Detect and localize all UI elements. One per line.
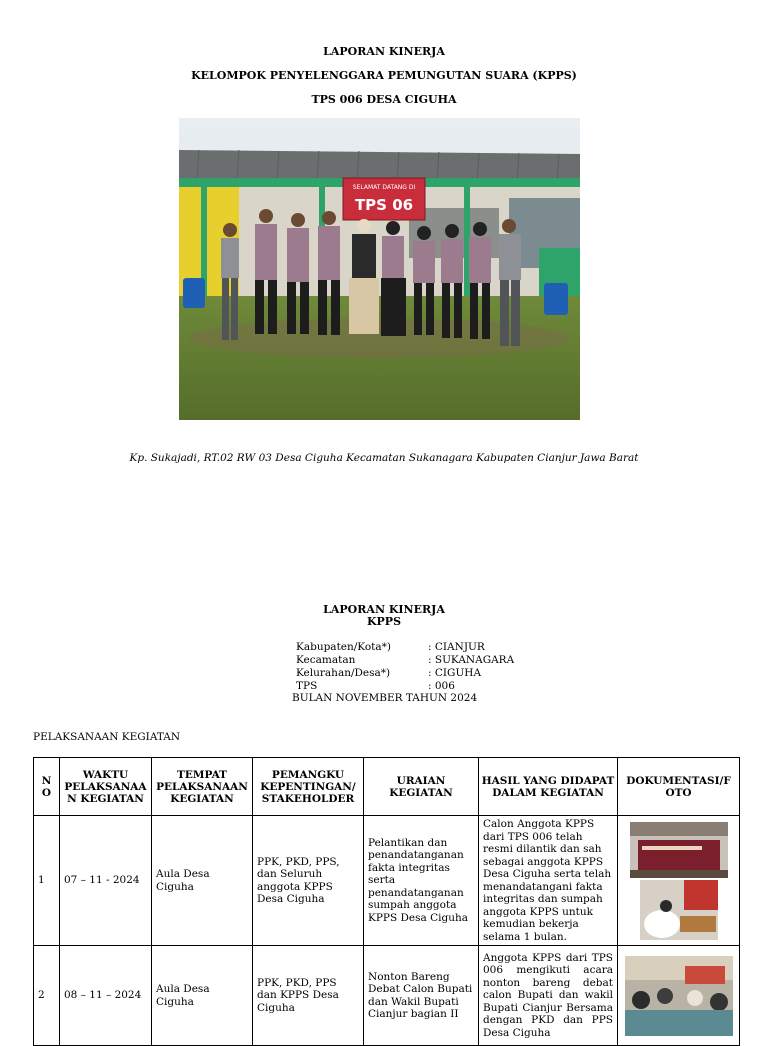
banner-top-text: SELAMAT DATANG DI [352, 184, 416, 191]
field-value: : 006 [428, 680, 455, 692]
report-header-line1: LAPORAN KINERJA [323, 45, 445, 58]
report-subtitle: KPPS [366, 615, 402, 628]
col-header-result: HASIL YANG DIDAPAT DALAM KEGIATAN [479, 758, 618, 816]
cell-photos [618, 946, 740, 1046]
cell-no: 2 [34, 946, 60, 1046]
field-kabupaten [296, 641, 485, 653]
field-label: Kelurahan/Desa*) [296, 667, 391, 679]
report-header-line3: TPS 006 DESA CIGUHA [311, 93, 457, 106]
activities-table [33, 757, 740, 1046]
banner-main-text: TPS 06 [354, 196, 414, 214]
section-title: PELAKSANAAN KEGIATAN [33, 731, 181, 743]
documentation-photo [640, 880, 718, 940]
col-header-time: WAKTU PELAKSANAA N KEGIATAN [60, 758, 152, 816]
field-value: : SUKANAGARA [428, 654, 515, 666]
cell-date: 07 – 11 - 2024 [60, 816, 152, 946]
table-row [34, 946, 740, 1046]
field-label: TPS [296, 680, 318, 692]
field-kecamatan [296, 654, 514, 666]
field-tps [296, 680, 455, 692]
cell-no: 1 [34, 816, 60, 946]
cell-place: Aula Desa Ciguha [152, 946, 253, 1046]
table-header-row [34, 758, 740, 816]
report-title: LAPORAN KINERJA [323, 603, 445, 616]
cell-description: Pelantikan dan penandatanganan fakta integritas serta penandatanganan sumpah anggota KPPS Desa Ciguha [364, 816, 479, 946]
report-header-line2: KELOMPOK PENYELENGGARA PEMUNGUTAN SUARA (KPPS) [191, 69, 577, 82]
group-photo [179, 118, 580, 420]
col-header-stakeholder: PEMANGKU KEPENTINGAN/ STAKEHOLDER [253, 758, 364, 816]
documentation-photo [630, 822, 728, 878]
cell-date: 08 – 11 – 2024 [60, 946, 152, 1046]
cell-place: Aula Desa Ciguha [152, 816, 253, 946]
report-month: BULAN NOVEMBER TAHUN 2024 [292, 692, 478, 704]
cell-stakeholder: PPK, PKD, PPS, dan Seluruh anggota KPPS Desa Ciguha [253, 816, 364, 946]
col-header-no: N O [34, 758, 60, 816]
field-label: Kecamatan [296, 654, 356, 666]
field-desa [296, 667, 481, 679]
table-row [34, 816, 740, 946]
col-header-description: URAIAN KEGIATAN [364, 758, 479, 816]
cell-result: Anggota KPPS dari TPS 006 mengikuti acara nonton bareng debat calon Bupati dan wakil Bupati Cianjur Bersama dengan PKD dan PPS Desa Ciguha [479, 946, 618, 1046]
field-value: : CIANJUR [428, 641, 485, 653]
field-value: : CIGUHA [428, 667, 482, 679]
address-caption: Kp. Sukajadi, RT.02 RW 03 Desa Ciguha Kecamatan Sukanagara Kabupaten Cianjur Jawa Barat [129, 452, 639, 464]
cell-photos [618, 816, 740, 946]
col-header-place: TEMPAT PELAKSANAAN KEGIATAN [152, 758, 253, 816]
cell-description: Nonton Bareng Debat Calon Bupati dan Wakil Bupati Cianjur bagian II [364, 946, 479, 1046]
col-header-documentation: DOKUMENTASI/F OTO [618, 758, 740, 816]
cell-result: Calon Anggota KPPS dari TPS 006 telah resmi dilantik dan sah sebagai anggota KPPS Desa Ciguha serta telah menandatangani fakta integritas dan sumpah anggota KPPS untuk kemudian bekerja selama 1 bulan. [479, 816, 618, 946]
cell-stakeholder: PPK, PKD, PPS dan KPPS Desa Ciguha [253, 946, 364, 1046]
field-label: Kabupaten/Kota*) [296, 641, 392, 653]
